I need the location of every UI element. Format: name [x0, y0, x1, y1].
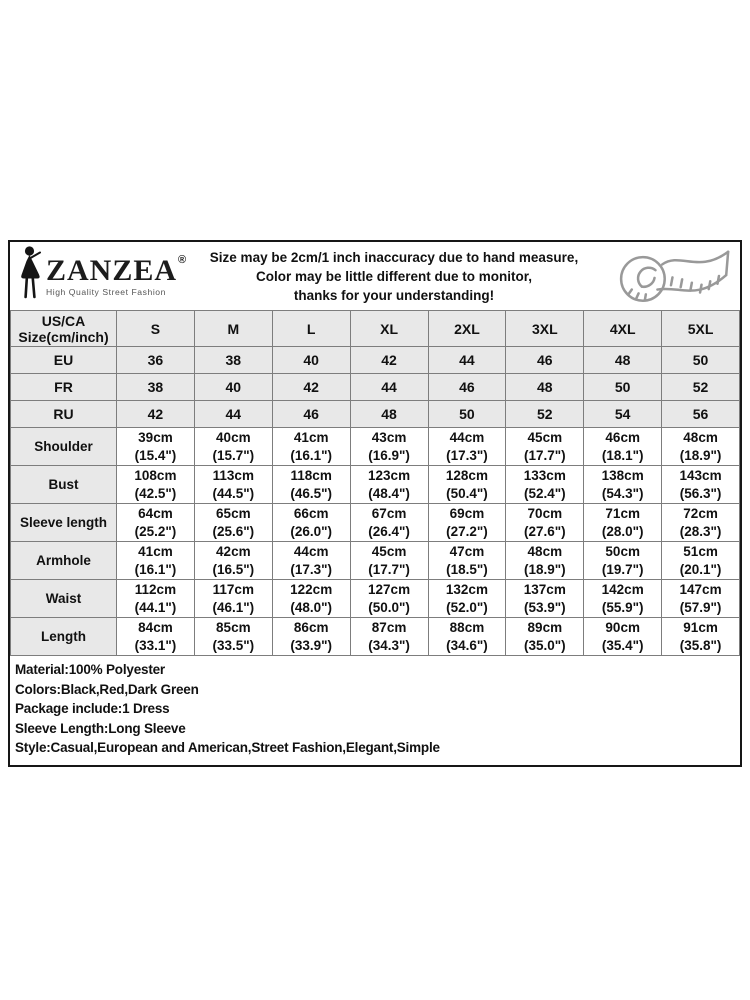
info-style: Style:Casual,European and American,Street Fashion,Elegant,Simple — [15, 740, 440, 755]
value-inch: (18.5") — [446, 561, 488, 577]
measurement-value-cell — [428, 428, 506, 466]
region-size-cell: 50 — [662, 347, 740, 374]
size-column-header: 4XL — [584, 311, 662, 347]
value-inch: (35.8") — [679, 637, 722, 653]
measurement-value-cell — [350, 428, 428, 466]
value-inch: (46.1") — [212, 599, 255, 615]
value-inch: (28.0") — [601, 523, 644, 539]
region-size-cell: 54 — [584, 401, 662, 428]
measurement-value-cell — [272, 542, 350, 580]
value-inch: (56.3") — [679, 485, 722, 501]
disclaimer-text — [186, 248, 602, 305]
measurement-value-cell — [506, 504, 584, 542]
measurement-value-cell — [584, 580, 662, 618]
value-inch: (16.1") — [290, 447, 333, 463]
measurement-value-cell — [584, 618, 662, 656]
value-inch: (44.1") — [134, 599, 177, 615]
region-size-cell: 42 — [272, 374, 350, 401]
value-cm: 91cm — [683, 620, 718, 635]
measurement-value-cell — [350, 618, 428, 656]
measurement-value-cell — [662, 466, 740, 504]
measurement-row-sleeve-length — [11, 504, 740, 542]
value-cm: 122cm — [290, 582, 333, 597]
value-inch: (18.1") — [601, 447, 644, 463]
value-inch: (25.6") — [212, 523, 255, 539]
value-cm: 132cm — [445, 582, 488, 597]
disclaimer-line-3: thanks for your understanding! — [293, 287, 495, 303]
region-size-cell: 46 — [428, 374, 506, 401]
value-inch: (52.0") — [446, 599, 488, 615]
region-size-cell: 38 — [194, 347, 272, 374]
measurement-value-cell — [428, 504, 506, 542]
value-cm: 45cm — [371, 544, 407, 559]
value-inch: (15.7") — [212, 447, 255, 463]
value-cm: 67cm — [371, 506, 407, 521]
measurement-value-cell — [194, 542, 272, 580]
region-size-cell: 42 — [350, 347, 428, 374]
value-cm: 138cm — [601, 468, 644, 483]
measurement-value-cell — [194, 428, 272, 466]
measurement-value-cell — [272, 428, 350, 466]
value-cm: 50cm — [605, 544, 640, 559]
region-size-cell: 40 — [272, 347, 350, 374]
value-cm: 69cm — [449, 506, 485, 521]
value-cm: 39cm — [138, 430, 173, 445]
measurement-value-cell — [506, 428, 584, 466]
measurement-value-cell — [117, 580, 195, 618]
value-inch: (35.4") — [601, 637, 644, 653]
size-chart-table — [10, 310, 740, 656]
value-cm: 89cm — [527, 620, 563, 635]
value-cm: 48cm — [683, 430, 718, 445]
value-cm: 43cm — [371, 430, 407, 445]
size-column-header: L — [272, 311, 350, 347]
value-cm: 48cm — [527, 544, 563, 559]
size-column-header: 3XL — [506, 311, 584, 347]
measurement-value-cell — [350, 542, 428, 580]
region-size-cell: 50 — [584, 374, 662, 401]
value-cm: 44cm — [293, 544, 329, 559]
chart-header — [10, 242, 740, 310]
measurement-value-cell — [117, 618, 195, 656]
value-inch: (16.1") — [134, 561, 177, 577]
brand-name-text: ZANZEA — [46, 253, 178, 287]
measurement-value-cell — [584, 504, 662, 542]
measurement-value-cell — [584, 466, 662, 504]
info-material: Material:100% Polyester — [15, 662, 165, 677]
value-cm: 123cm — [368, 468, 411, 483]
value-inch: (35.0") — [523, 637, 566, 653]
value-cm: 64cm — [138, 506, 173, 521]
measurement-row-label: Bust — [11, 466, 117, 504]
measurement-value-cell — [272, 580, 350, 618]
value-inch: (50.4") — [446, 485, 488, 501]
measurement-value-cell — [662, 542, 740, 580]
measurement-value-cell — [194, 466, 272, 504]
value-inch: (18.9") — [523, 561, 566, 577]
value-cm: 108cm — [134, 468, 177, 483]
value-inch: (16.9") — [368, 447, 410, 463]
value-cm: 133cm — [523, 468, 566, 483]
value-cm: 86cm — [293, 620, 329, 635]
value-inch: (19.7") — [601, 561, 644, 577]
value-cm: 66cm — [293, 506, 329, 521]
measurement-value-cell — [428, 542, 506, 580]
value-cm: 85cm — [216, 620, 251, 635]
value-inch: (16.5") — [212, 561, 255, 577]
region-row-label: RU — [11, 401, 117, 428]
measurement-value-cell — [662, 618, 740, 656]
measurement-value-cell — [272, 618, 350, 656]
value-cm: 47cm — [449, 544, 485, 559]
region-row-ru — [11, 401, 740, 428]
region-row-fr — [11, 374, 740, 401]
measurement-value-cell — [117, 466, 195, 504]
value-inch: (17.7") — [368, 561, 410, 577]
measurement-value-cell — [506, 618, 584, 656]
value-inch: (55.9") — [601, 599, 644, 615]
measurement-row-bust — [11, 466, 740, 504]
value-inch: (28.3") — [679, 523, 722, 539]
region-size-cell: 46 — [272, 401, 350, 428]
value-inch: (27.2") — [446, 523, 488, 539]
disclaimer-line-1: Size may be 2cm/1 inch inaccuracy due to hand measure, — [209, 249, 579, 265]
measurement-row-label: Length — [11, 618, 117, 656]
value-inch: (33.9") — [290, 637, 333, 653]
size-column-header: S — [117, 311, 195, 347]
value-inch: (50.0") — [368, 599, 410, 615]
value-inch: (15.4") — [134, 447, 177, 463]
value-cm: 45cm — [527, 430, 563, 445]
value-inch: (33.1") — [134, 637, 177, 653]
value-inch: (52.4") — [523, 485, 566, 501]
value-cm: 118cm — [290, 468, 332, 483]
value-cm: 142cm — [601, 582, 644, 597]
measurement-row-length — [11, 618, 740, 656]
measurement-value-cell — [194, 580, 272, 618]
region-size-cell: 52 — [662, 374, 740, 401]
measurement-value-cell — [662, 504, 740, 542]
region-size-cell: 48 — [350, 401, 428, 428]
region-size-cell: 36 — [117, 347, 195, 374]
value-cm: 147cm — [679, 582, 722, 597]
value-cm: 137cm — [523, 582, 566, 597]
corner-line-2: Size(cm/inch) — [18, 328, 109, 345]
disclaimer-line-2: Color may be little different due to monitor, — [255, 268, 533, 284]
brand-tagline: High Quality Street Fashion — [46, 286, 166, 297]
value-inch: (54.3") — [601, 485, 644, 501]
corner-line-1: US/CA — [41, 312, 86, 329]
woman-silhouette-icon — [18, 245, 44, 308]
size-column-header: 2XL — [428, 311, 506, 347]
value-inch: (44.5") — [212, 485, 255, 501]
measurement-value-cell — [506, 542, 584, 580]
value-cm: 112cm — [134, 582, 177, 597]
region-size-cell: 48 — [584, 347, 662, 374]
measurement-value-cell — [662, 428, 740, 466]
product-info — [10, 656, 740, 765]
value-inch: (46.5") — [290, 485, 333, 501]
measurement-value-cell — [117, 504, 195, 542]
brand-text — [46, 253, 188, 297]
size-column-header: XL — [350, 311, 428, 347]
region-size-cell: 40 — [194, 374, 272, 401]
value-cm: 42cm — [216, 544, 251, 559]
value-inch: (25.2") — [134, 523, 177, 539]
value-inch: (26.4") — [368, 523, 410, 539]
value-inch: (53.9") — [523, 599, 566, 615]
brand-name — [46, 253, 188, 287]
value-inch: (27.6") — [523, 523, 566, 539]
measurement-value-cell — [506, 466, 584, 504]
value-cm: 44cm — [449, 430, 485, 445]
value-inch: (34.3") — [368, 637, 410, 653]
region-size-cell: 44 — [428, 347, 506, 374]
registered-mark: ® — [178, 253, 188, 266]
tape-measure-icon — [602, 245, 740, 307]
measurement-value-cell — [272, 466, 350, 504]
measurement-value-cell — [428, 466, 506, 504]
measurement-value-cell — [506, 580, 584, 618]
measurement-row-shoulder — [11, 428, 740, 466]
value-cm: 65cm — [216, 506, 251, 521]
value-inch: (18.9") — [679, 447, 722, 463]
measurement-value-cell — [117, 542, 195, 580]
measurement-value-cell — [584, 428, 662, 466]
value-inch: (17.3") — [290, 561, 333, 577]
measurement-value-cell — [350, 504, 428, 542]
value-inch: (20.1") — [679, 561, 722, 577]
value-inch: (17.3") — [446, 447, 488, 463]
region-size-cell: 44 — [194, 401, 272, 428]
value-cm: 84cm — [138, 620, 173, 635]
table-header-row — [11, 311, 740, 347]
info-sleeve-length: Sleeve Length:Long Sleeve — [15, 720, 186, 736]
value-cm: 46cm — [605, 430, 640, 445]
measurement-row-label: Shoulder — [11, 428, 117, 466]
region-size-cell: 56 — [662, 401, 740, 428]
value-cm: 40cm — [216, 430, 251, 445]
region-size-cell: 46 — [506, 347, 584, 374]
region-row-eu — [11, 347, 740, 374]
value-inch: (26.0") — [290, 523, 333, 539]
size-column-header: M — [194, 311, 272, 347]
measurement-value-cell — [350, 580, 428, 618]
region-size-cell: 38 — [117, 374, 195, 401]
info-package: Package include:1 Dress — [15, 701, 170, 716]
value-cm: 71cm — [605, 506, 640, 521]
measurement-value-cell — [428, 618, 506, 656]
value-cm: 127cm — [368, 582, 411, 597]
value-cm: 72cm — [683, 506, 718, 521]
measurement-value-cell — [194, 618, 272, 656]
brand-logo — [10, 245, 186, 308]
measurement-row-armhole — [11, 542, 740, 580]
measurement-value-cell — [428, 580, 506, 618]
region-row-label: FR — [11, 374, 117, 401]
region-size-cell: 42 — [117, 401, 195, 428]
measurement-value-cell — [272, 504, 350, 542]
measurement-value-cell — [584, 542, 662, 580]
value-cm: 113cm — [212, 468, 254, 483]
region-size-cell: 48 — [506, 374, 584, 401]
value-inch: (48.0") — [290, 599, 333, 615]
region-size-cell: 44 — [350, 374, 428, 401]
value-cm: 128cm — [445, 468, 488, 483]
size-column-header: 5XL — [662, 311, 740, 347]
measurement-row-label: Waist — [11, 580, 117, 618]
value-inch: (48.4") — [368, 485, 410, 501]
value-inch: (33.5") — [212, 637, 255, 653]
value-cm: 51cm — [683, 544, 718, 559]
value-inch: (34.6") — [446, 637, 488, 653]
measurement-value-cell — [662, 580, 740, 618]
value-inch: (42.5") — [134, 485, 177, 501]
size-chart-panel — [8, 240, 742, 767]
measurement-value-cell — [117, 428, 195, 466]
measurement-row-waist — [11, 580, 740, 618]
value-cm: 117cm — [212, 582, 254, 597]
value-cm: 41cm — [293, 430, 329, 445]
value-inch: (17.7") — [523, 447, 566, 463]
region-row-label: EU — [11, 347, 117, 374]
measurement-row-label: Sleeve length — [11, 504, 117, 542]
region-size-cell: 50 — [428, 401, 506, 428]
value-cm: 88cm — [449, 620, 485, 635]
value-inch: (57.9") — [679, 599, 722, 615]
value-cm: 87cm — [371, 620, 407, 635]
measurement-value-cell — [194, 504, 272, 542]
info-colors: Colors:Black,Red,Dark Green — [15, 681, 199, 697]
value-cm: 143cm — [679, 468, 722, 483]
measurement-value-cell — [350, 466, 428, 504]
region-size-cell: 52 — [506, 401, 584, 428]
value-cm: 41cm — [138, 544, 173, 559]
corner-header-cell — [11, 311, 117, 347]
value-cm: 90cm — [605, 620, 640, 635]
value-cm: 70cm — [527, 506, 563, 521]
measurement-row-label: Armhole — [11, 542, 117, 580]
